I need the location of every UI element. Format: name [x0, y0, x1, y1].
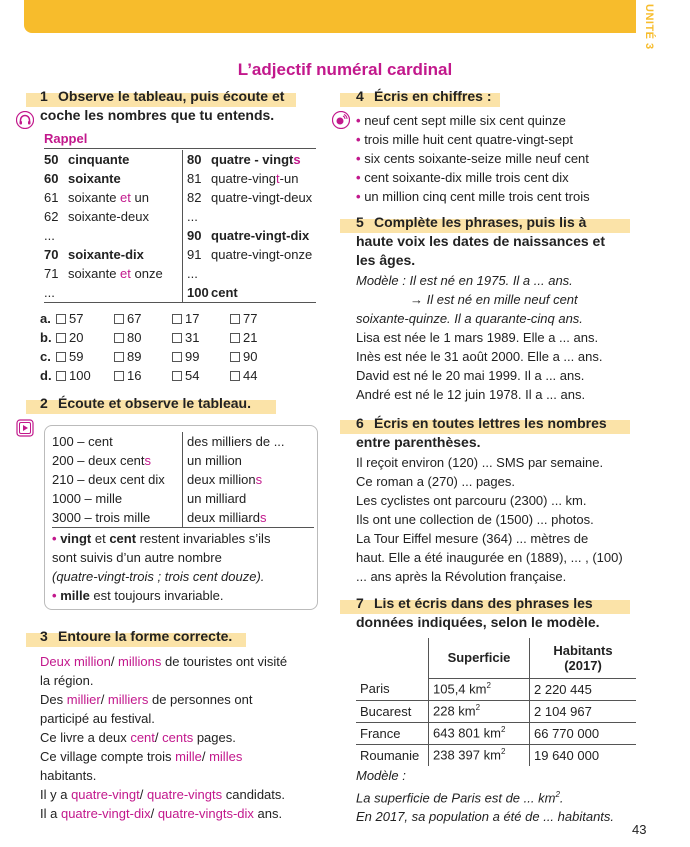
ex4-title: 4 Écris en chiffres : — [356, 88, 492, 104]
ex6-lines: Il reçoit environ (120) ... SMS par semaine. Ce roman a (270) ... pages. Les cyclistes ont parcouru (2300) ... km. Ils ont une collection de (1500) ... photos. La Tour Eiffel mesure (364) ... mètres de haut. Elle a été inaugurée en (1889), ... , (100) ... ans après la Révolution française. — [356, 455, 623, 584]
ex2-rules: • vingt et cent restent invariables s’ils sont suivis d’un autre nombre (quatre-vingt-trois ; trois cent douze). • mille est toujours invariable. — [52, 531, 271, 603]
ex1-choices — [40, 309, 288, 385]
page-number: 43 — [632, 822, 647, 837]
top-color-bar — [24, 0, 636, 33]
ex2-title: 2 Écoute et observe le tableau. — [40, 395, 251, 411]
speaking-icon — [332, 111, 350, 129]
ex3-text: Deux million/ millions de touristes ont visité la région. Des millier/ milliers de personnes ont participé au festival. Ce livre a deux cent/ cents pages. Ce village compte trois mille/ milles habitants. Il y a quatre-vingt/ quatre-vingts candidats. Il a quatre-vingt-dix/ quatre-vingts-dix ans. — [40, 654, 288, 821]
ex6-title: 6 Écris en toutes lettres les nombres entre parenthèses. — [356, 415, 607, 450]
ex7-title: 7 Lis et écris dans des phrases les données indiquées, selon le modèle. — [356, 595, 600, 630]
choice-row-a: a. 57 67 17 77 — [40, 311, 258, 326]
headphones-icon — [16, 111, 34, 129]
ex5-title: 5 Complète les phrases, puis lis à haute voix les dates de naissances et les âges. — [356, 214, 606, 268]
choice-row-c: c. 59 89 99 90 — [40, 349, 258, 364]
rappel-bottom-divider — [44, 302, 316, 303]
ex3-title: 3 Entoure la forme correcte. — [40, 628, 233, 644]
rappel-table: 50 cinquante 80 quatre - vingts 60 soixante 81 quatre-vingt-un 61 soixante et un 82 quatre-vingt-deux 62 soixante-deux ... ... 90 quatre-vingt-dix 70 soixante-dix 91 quatre-vingt-onze 71 soixante et onze ... ... 100 cent — [44, 152, 313, 300]
ex5-lines: Lisa est née le 1 mars 1989. Elle a ... ans. Inès est née le 31 août 2000. Elle a ... ans. David est né le 20 mai 1999. Il a ... ans. André est né le 12 juin 1978. Il a ... ans. — [356, 330, 603, 402]
ex7-table: Superficie Habitants (2017) Paris 105,4 $km^2$ 2 220 445 Bucarest 228 $km^2$ 2 104 967 France 643 801 $km^2$ 66 770 000 Roumanie 238 397 $km^2$ 19 640 000 — [356, 638, 636, 766]
ex2-table: 100 – cent des milliers de ... 200 – deux cents un million 210 – deux cent dix deux millions 1000 – mille un milliard 3000 – trois mille deux milliards — [52, 434, 285, 525]
ex7-model: Modèle : La superficie de Paris est de ... $km^2$. En 2017, sa population a été de ... habitants. — [356, 768, 615, 825]
ex1-title: 1 Observe le tableau, puis écoute et coche les nombres que tu entends. — [40, 88, 285, 123]
choice-row-d: d. 100 16 54 44 — [40, 368, 258, 383]
unit-label: UNITÉ 3 — [643, 4, 655, 50]
page-title: L’adjectif numéral cardinal — [237, 60, 453, 79]
ex4-list: • neuf cent sept mille six cent quinze • trois mille huit cent quatre-vingt-sept • six cents soixante-seize mille neuf cent • cent soixante-dix mille trois cent dix • un million cinq cent mille trois cent trois — [356, 113, 590, 204]
ex2-divider — [52, 527, 314, 528]
rappel-label: Rappel — [44, 131, 88, 146]
ex5-model: Modèle : Il est né en 1975. Il a ... ans. → Il est né en mille neuf cent soixante-quinze. Il a quarante-cinq ans. — [356, 273, 583, 326]
rappel-divider — [44, 148, 316, 149]
choice-row-b: b. 20 80 31 21 — [40, 330, 258, 345]
video-play-icon[interactable] — [16, 419, 34, 437]
